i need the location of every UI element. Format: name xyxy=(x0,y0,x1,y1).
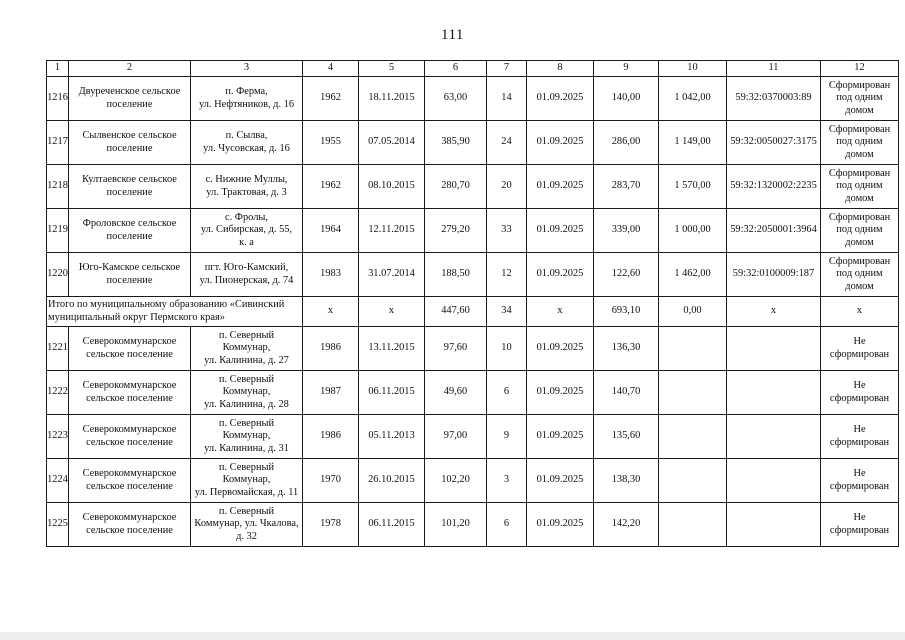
column-number: 7 xyxy=(487,61,527,77)
total-cell: x xyxy=(359,297,425,327)
address-cell: пгт. Юго-Камский, ул. Пионерская, д. 74 xyxy=(191,253,303,297)
value-cell: 122,60 xyxy=(594,253,659,297)
column-number: 5 xyxy=(359,61,425,77)
value-cell: 136,30 xyxy=(594,327,659,371)
table-row xyxy=(47,121,899,165)
cost-cell xyxy=(659,415,727,459)
settlement-cell: Северокоммунарское сельское поселение xyxy=(69,371,191,415)
column-number: 11 xyxy=(727,61,821,77)
area-cell: 63,00 xyxy=(425,77,487,121)
area-cell: 188,50 xyxy=(425,253,487,297)
row-number: 1218 xyxy=(47,165,69,209)
count-cell: 6 xyxy=(487,503,527,547)
total-cell: x xyxy=(303,297,359,327)
status-cell: Сформирован под одним домом xyxy=(821,253,899,297)
table-row xyxy=(47,209,899,253)
date-cell: 06.11.2015 xyxy=(359,503,425,547)
year-cell: 1964 xyxy=(303,209,359,253)
year-cell: 1987 xyxy=(303,371,359,415)
total-cell: x xyxy=(821,297,899,327)
table-row xyxy=(47,415,899,459)
total-cell: x xyxy=(527,297,594,327)
date-cell: 06.11.2015 xyxy=(359,371,425,415)
value-cell: 142,20 xyxy=(594,503,659,547)
date-cell: 31.07.2014 xyxy=(359,253,425,297)
count-cell: 3 xyxy=(487,459,527,503)
column-number: 1 xyxy=(47,61,69,77)
settlement-cell: Северокоммунарское сельское поселение xyxy=(69,415,191,459)
cadastral-cell: 59:32:0100009:187 xyxy=(727,253,821,297)
cadastral-cell: 59:32:1320002:2235 xyxy=(727,165,821,209)
address-cell: п. Северный Коммунар, ул. Чкалова, д. 32 xyxy=(191,503,303,547)
area-cell: 97,60 xyxy=(425,327,487,371)
column-number: 9 xyxy=(594,61,659,77)
column-number: 3 xyxy=(191,61,303,77)
status-cell: Не сформирован xyxy=(821,503,899,547)
year-cell: 1970 xyxy=(303,459,359,503)
column-number: 10 xyxy=(659,61,727,77)
total-value-cell: 693,10 xyxy=(594,297,659,327)
column-number: 6 xyxy=(425,61,487,77)
total-area-cell: 447,60 xyxy=(425,297,487,327)
page-number: 111 xyxy=(441,27,464,43)
total-row xyxy=(47,297,899,327)
address-cell: с. Фролы, ул. Сибирская, д. 55, к. а xyxy=(191,209,303,253)
status-cell: Сформирован под одним домом xyxy=(821,165,899,209)
status-cell: Сформирован под одним домом xyxy=(821,121,899,165)
year-cell: 1983 xyxy=(303,253,359,297)
count-cell: 20 xyxy=(487,165,527,209)
cost-cell: 1 149,00 xyxy=(659,121,727,165)
address-cell: п. Ферма, ул. Нефтяников, д. 16 xyxy=(191,77,303,121)
cadastral-cell xyxy=(727,371,821,415)
cadastral-cell xyxy=(727,503,821,547)
cost-cell: 1 462,00 xyxy=(659,253,727,297)
table-row xyxy=(47,77,899,121)
start-date-cell: 01.09.2025 xyxy=(527,209,594,253)
date-cell: 26.10.2015 xyxy=(359,459,425,503)
start-date-cell: 01.09.2025 xyxy=(527,77,594,121)
column-number: 12 xyxy=(821,61,899,77)
count-cell: 6 xyxy=(487,371,527,415)
table-row xyxy=(47,459,899,503)
cadastral-cell: 59:32:0050027:3175 xyxy=(727,121,821,165)
settlement-cell: Фроловское сельское поселение xyxy=(69,209,191,253)
address-cell: п. Северный Коммунар, ул. Калинина, д. 31 xyxy=(191,415,303,459)
value-cell: 339,00 xyxy=(594,209,659,253)
start-date-cell: 01.09.2025 xyxy=(527,327,594,371)
status-cell: Не сформирован xyxy=(821,371,899,415)
date-cell: 12.11.2015 xyxy=(359,209,425,253)
cadastral-cell xyxy=(727,415,821,459)
row-number: 1225 xyxy=(47,503,69,547)
status-cell: Сформирован под одним домом xyxy=(821,209,899,253)
area-cell: 385,90 xyxy=(425,121,487,165)
row-number: 1224 xyxy=(47,459,69,503)
cost-cell xyxy=(659,371,727,415)
total-cost-cell: 0,00 xyxy=(659,297,727,327)
area-cell: 280,70 xyxy=(425,165,487,209)
count-cell: 9 xyxy=(487,415,527,459)
address-cell: с. Нижние Муллы, ул. Трактовая, д. 3 xyxy=(191,165,303,209)
date-cell: 08.10.2015 xyxy=(359,165,425,209)
cost-cell xyxy=(659,327,727,371)
column-number: 4 xyxy=(303,61,359,77)
cost-cell: 1 570,00 xyxy=(659,165,727,209)
start-date-cell: 01.09.2025 xyxy=(527,415,594,459)
value-cell: 283,70 xyxy=(594,165,659,209)
area-cell: 97,00 xyxy=(425,415,487,459)
value-cell: 135,60 xyxy=(594,415,659,459)
settlement-cell: Култаевское сельское поселение xyxy=(69,165,191,209)
date-cell: 13.11.2015 xyxy=(359,327,425,371)
year-cell: 1962 xyxy=(303,77,359,121)
settlement-cell: Двуреченское сельское поселение xyxy=(69,77,191,121)
table-row xyxy=(47,253,899,297)
row-number: 1221 xyxy=(47,327,69,371)
cadastral-cell xyxy=(727,327,821,371)
value-cell: 140,00 xyxy=(594,77,659,121)
count-cell: 10 xyxy=(487,327,527,371)
row-number: 1223 xyxy=(47,415,69,459)
date-cell: 18.11.2015 xyxy=(359,77,425,121)
cadastral-cell: 59:32:0370003:89 xyxy=(727,77,821,121)
row-number: 1222 xyxy=(47,371,69,415)
count-cell: 12 xyxy=(487,253,527,297)
status-cell: Не сформирован xyxy=(821,415,899,459)
year-cell: 1955 xyxy=(303,121,359,165)
cadastral-cell xyxy=(727,459,821,503)
status-cell: Не сформирован xyxy=(821,459,899,503)
count-cell: 14 xyxy=(487,77,527,121)
total-label: Итого по муниципальному образованию «Сивинский муниципальный округ Пермского края» xyxy=(47,297,303,327)
start-date-cell: 01.09.2025 xyxy=(527,503,594,547)
area-cell: 49,60 xyxy=(425,371,487,415)
address-cell: п. Северный Коммунар, ул. Калинина, д. 27 xyxy=(191,327,303,371)
row-number: 1220 xyxy=(47,253,69,297)
start-date-cell: 01.09.2025 xyxy=(527,121,594,165)
row-number: 1219 xyxy=(47,209,69,253)
cost-cell xyxy=(659,459,727,503)
housing-register-table xyxy=(46,60,899,547)
start-date-cell: 01.09.2025 xyxy=(527,165,594,209)
start-date-cell: 01.09.2025 xyxy=(527,459,594,503)
start-date-cell: 01.09.2025 xyxy=(527,371,594,415)
value-cell: 286,00 xyxy=(594,121,659,165)
status-cell: Не сформирован xyxy=(821,327,899,371)
status-cell: Сформирован под одним домом xyxy=(821,77,899,121)
settlement-cell: Северокоммунарское сельское поселение xyxy=(69,327,191,371)
area-cell: 101,20 xyxy=(425,503,487,547)
table-row xyxy=(47,327,899,371)
date-cell: 07.05.2014 xyxy=(359,121,425,165)
address-cell: п. Северный Коммунар, ул. Калинина, д. 28 xyxy=(191,371,303,415)
cost-cell xyxy=(659,503,727,547)
settlement-cell: Юго-Камское сельское поселение xyxy=(69,253,191,297)
column-number: 8 xyxy=(527,61,594,77)
area-cell: 102,20 xyxy=(425,459,487,503)
start-date-cell: 01.09.2025 xyxy=(527,253,594,297)
settlement-cell: Северокоммунарское сельское поселение xyxy=(69,459,191,503)
row-number: 1217 xyxy=(47,121,69,165)
table-row xyxy=(47,371,899,415)
cost-cell: 1 000,00 xyxy=(659,209,727,253)
date-cell: 05.11.2013 xyxy=(359,415,425,459)
value-cell: 138,30 xyxy=(594,459,659,503)
address-cell: п. Северный Коммунар, ул. Первомайская, д. 11 xyxy=(191,459,303,503)
year-cell: 1962 xyxy=(303,165,359,209)
column-number-row xyxy=(47,61,899,77)
count-cell: 24 xyxy=(487,121,527,165)
table-row xyxy=(47,503,899,547)
address-cell: п. Сылва, ул. Чусовская, д. 16 xyxy=(191,121,303,165)
value-cell: 140,70 xyxy=(594,371,659,415)
year-cell: 1986 xyxy=(303,327,359,371)
row-number: 1216 xyxy=(47,77,69,121)
column-number: 2 xyxy=(69,61,191,77)
settlement-cell: Сылвенское сельское поселение xyxy=(69,121,191,165)
cadastral-cell: 59:32:2050001:3964 xyxy=(727,209,821,253)
year-cell: 1986 xyxy=(303,415,359,459)
scan-bottom-edge xyxy=(0,632,905,640)
table-row xyxy=(47,165,899,209)
total-cell: x xyxy=(727,297,821,327)
year-cell: 1978 xyxy=(303,503,359,547)
cost-cell: 1 042,00 xyxy=(659,77,727,121)
total-count-cell: 34 xyxy=(487,297,527,327)
settlement-cell: Северокоммунарское сельское поселение xyxy=(69,503,191,547)
area-cell: 279,20 xyxy=(425,209,487,253)
count-cell: 33 xyxy=(487,209,527,253)
